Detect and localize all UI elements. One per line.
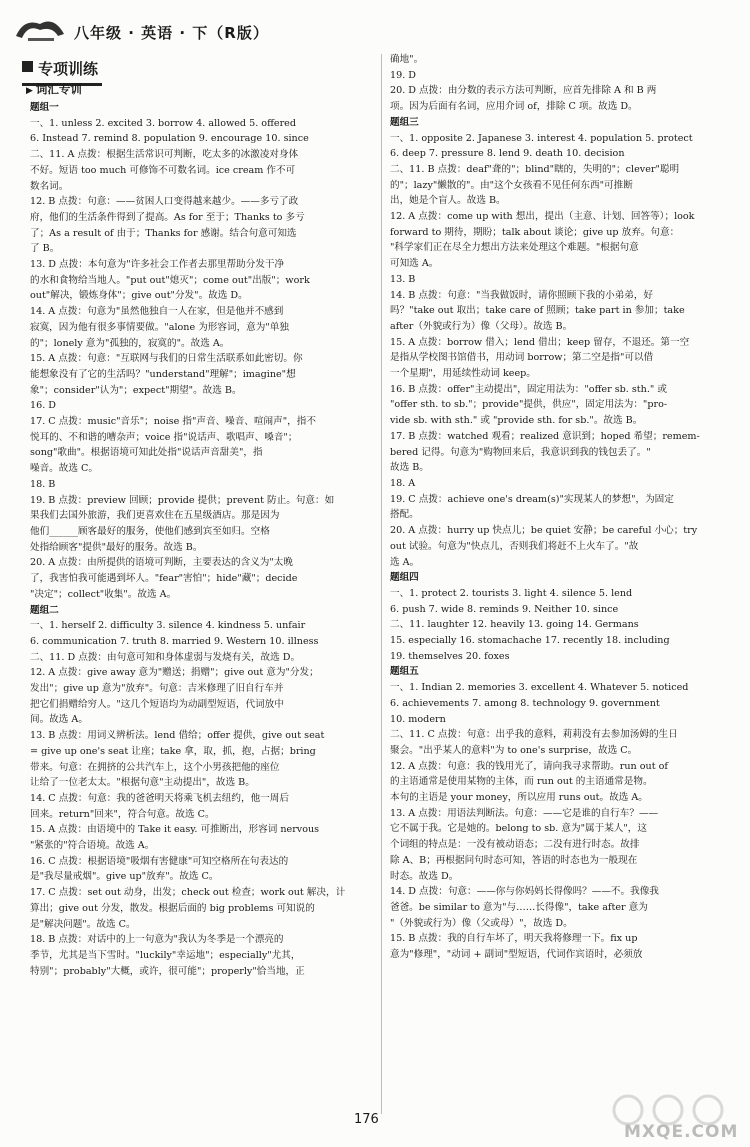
answer-line: 它不属于我。它是她的。belong to sb. 意为"属于某人"，这 xyxy=(390,823,647,835)
answer-line: 12. A 点拨：come up with 想出，提出（主意、计划、回答等）；look xyxy=(390,211,695,223)
answer-line: 19. D xyxy=(390,69,416,81)
answer-line: 20. D 点拨：由分数的表示方法可判断，应首先排除 A 和 B 两 xyxy=(390,85,657,97)
answer-line: "决定"；collect"收集"。故选 A。 xyxy=(30,588,177,600)
answer-line: 19. B 点拨：preview 回顾；provide 提供；prevent 防止。句意：如 xyxy=(30,494,335,506)
answer-line: 噪音。故选 C。 xyxy=(30,463,98,475)
answer-line: "offer sth. to sb."；provide"提供，供应"，固定用法为："pro- xyxy=(390,399,668,411)
answer-line: 一、1. Indian 2. memories 3. excellent 4. Whatever 5. noticed xyxy=(390,682,689,694)
answer-line: 他们______顾客最好的服务，使他们感到宾至如归。空格 xyxy=(30,525,270,537)
answer-line: 聚会。"出乎某人的意料"为 to one's surprise，故选 C。 xyxy=(390,744,638,756)
answer-line: 一、1. opposite 2. Japanese 3. interest 4. population 5. protect xyxy=(390,132,693,144)
group-heading: 题组四 xyxy=(390,572,419,584)
answer-line: 是指从学校图书馆借书，用动词 borrow；第二空是指"可以借 xyxy=(390,352,654,364)
answer-line: 14. C 点拨：句意：我的爸爸明天将乘飞机去纽约，他一周后 xyxy=(30,792,289,804)
answer-line: "紧张的"符合语境。故选 A。 xyxy=(30,840,155,852)
answer-line: 15. A 点拨：由语境中的 Take it easy. 可推断出，形容词 nervous xyxy=(30,824,320,836)
answer-line: 算出；give out 分发，散发。根据后面的 big problems 可知说的 xyxy=(30,902,315,914)
answer-line: 府，他们的生活条件得到了提高。As for 至于；Thanks to 多亏 xyxy=(30,211,305,223)
answer-line: 意为"修理"，"动词 + 副词"型短语，代词作宾语时，必须放 xyxy=(390,949,643,961)
answer-line: 是"解决问题"。故选 C。 xyxy=(30,918,136,930)
answer-line: = give up one's seat 让座；take 拿，取，抓，抱，占据；bring xyxy=(30,745,316,757)
answer-line: 搭配。 xyxy=(390,509,419,521)
answer-line: 吗？"take out 取出；take care of 照顾；take part in 参加；take xyxy=(390,305,685,317)
answer-line: 数名词。 xyxy=(30,180,69,192)
answer-line: 13. A 点拨：用语法判断法。句意：——它是谁的自行车？—— xyxy=(390,807,659,819)
answer-line: 14. B 点拨：句意："当我做饭时，请你照顾下我的小弟弟，好 xyxy=(390,289,654,301)
answer-line: 本句的主语是 your money，所以应用 runs out。故选 A。 xyxy=(390,792,648,804)
answer-line: 18. B xyxy=(30,478,56,490)
answer-line: 19. C 点拨：achieve one's dream(s)"实现某人的梦想"，为固定 xyxy=(390,493,674,505)
group-heading: 题组三 xyxy=(390,116,419,128)
answer-line: 13. D 点拨：本句意为"许多社会工作者去那里帮助分发干净 xyxy=(30,259,285,271)
answer-line: 的水和食物给当地人。"put out"熄灭"；come out"出版"；work xyxy=(30,274,310,286)
answer-line: 能想象没有了它的生活吗？"understand"理解"；imagine"想 xyxy=(30,368,296,380)
answer-line: 20. A 点拨：hurry up 快点儿；be quiet 安静；be careful 小心；try xyxy=(390,525,698,537)
answer-line: 二、11. B 点拨：deaf"聋的"；blind"瞎的，失明的"；clever"聪明 xyxy=(390,163,680,175)
answer-line: 除 A、B；再根据问句时态可知，答语的时态也为一般现在 xyxy=(390,854,638,866)
answer-line: 20. A 点拨：由所提供的语境可判断，主要表达的含义为"太晚 xyxy=(30,557,293,569)
answer-line: 15. especially 16. stomachache 17. recently 18. including xyxy=(390,635,670,647)
answer-line: 二、11. C 点拨：句意：出乎我的意料，莉莉没有去参加汤姆的生日 xyxy=(390,729,678,741)
answer-line: 16. C 点拨：根据语境"吸烟有害健康"可知空格所在句表达的 xyxy=(30,855,289,867)
group-heading: 题组二 xyxy=(30,604,59,616)
answer-line: 出，她是个盲人。故选 B。 xyxy=(390,195,506,207)
answer-line: 个词组的特点是：一没有被动语态；二没有进行时态。故排 xyxy=(390,839,640,851)
book-title: 八年级 · 英语 · 下（R版） xyxy=(74,24,269,42)
answer-line: 处指给顾客"提供"最好的服务。故选 B。 xyxy=(30,541,203,553)
answer-line: 故选 B。 xyxy=(390,462,429,474)
answer-line: 6. deep 7. pressure 8. lend 9. death 10. decision xyxy=(390,148,625,160)
answer-line: 了；As a result of 由于；Thanks for 感谢。结合句意可知选 xyxy=(30,227,297,239)
answer-line: song"歌曲"。根据语境可知此处指"说话声音甜美"，指 xyxy=(30,447,263,459)
answer-line: 13. B 点拨：用词义辨析法。lend 借给；offer 提供，give out seat xyxy=(30,730,325,742)
answer-line: 19. themselves 20. foxes xyxy=(390,650,510,662)
page-header xyxy=(0,0,750,48)
answer-line: 选 A。 xyxy=(390,556,420,568)
answer-line: 二、11. A 点拨：根据生活常识可判断，吃太多的冰激凌对身体 xyxy=(30,149,299,161)
answer-line: 确地"。 xyxy=(390,54,424,65)
answer-line: 一个星期"，用延续性动词 keep。 xyxy=(390,368,536,380)
answer-line: out 试验。句意为"快点儿，否则我们将赶不上火车了。"故 xyxy=(390,540,639,552)
answer-line: 18. A xyxy=(390,477,416,489)
answer-line: 12. A 点拨：句意：我的钱用光了，请向我寻求帮助。run out of xyxy=(390,760,668,772)
answer-line: 10. modern xyxy=(390,713,446,725)
answer-line: 6. achievements 7. among 8. technology 9. government xyxy=(390,697,660,709)
answer-line: 项。因为后面有名词，应用介词 of，排除 C 项。故选 D。 xyxy=(390,101,638,113)
answer-line: 季节，尤其是当下雪时。"luckily"幸运地"；especially"尤其， xyxy=(30,949,301,961)
answer-line: 15. A 点拨：borrow 借入；lend 借出；keep 留存，不退还。第一空 xyxy=(390,336,690,348)
answer-line: bered 记得。句意为"购物回来后，我意识到我的钱包丢了。" xyxy=(390,446,651,458)
section-title: 专项训练 xyxy=(22,56,102,86)
answer-line: 17. B 点拨：watched 观看；realized 意识到；hoped 希望；remem- xyxy=(390,430,700,442)
answer-line: 14. D 点拨：句意：——你与你妈妈长得像吗？——不。我像我 xyxy=(390,886,659,898)
answer-line: 的主语通常是使用某物的主体，而 run out 的主语通常是物。 xyxy=(390,776,653,788)
left-column xyxy=(30,100,374,979)
answer-line: 12. A 点拨：give away 意为"赠送；捐赠"；give out 意为"分发； xyxy=(30,667,319,679)
answer-line: 一、1. herself 2. difficulty 3. silence 4. kindness 5. unfair xyxy=(30,620,306,632)
answer-line: 6. push 7. wide 8. reminds 9. Neither 10. since xyxy=(390,603,619,615)
answer-line: 间。故选 A。 xyxy=(30,714,88,726)
answer-line: forward to 期待，期盼；talk about 谈论；give up 放弃。句意： xyxy=(390,226,680,238)
answer-line: "（外貌或行为）像（父或母）"，故选 D。 xyxy=(390,917,573,929)
answer-line: 16. D xyxy=(30,400,56,412)
group-heading: 题组五 xyxy=(390,666,419,678)
answer-line: 18. B 点拨：对话中的上一句意为"我认为冬季是一个漂亮的 xyxy=(30,934,284,946)
subsection-title xyxy=(26,81,82,97)
answer-line: 6. Instead 7. remind 8. population 9. encourage 10. since xyxy=(30,133,309,145)
answer-line: 16. B 点拨：offer"主动提出"，固定用法为："offer sb. sth." 或 xyxy=(390,383,667,395)
answer-line: 的"；lazy"懒散的"。由"这个女孩看不见任何东西"可推断 xyxy=(390,179,633,191)
answer-line: 17. C 点拨：set out 动身，出发；check out 检查；work out 解决，计 xyxy=(30,887,346,899)
subsection-label: 词汇专训 xyxy=(35,82,82,96)
watermark-text: MXQE.COM xyxy=(624,1122,739,1142)
answer-line: 二、11. laughter 12. heavily 13. going 14. Germans xyxy=(390,619,639,631)
answer-line: 悦耳的、不和谐的嘈杂声；voice 指"说话声、歌唱声、嗓音"； xyxy=(30,431,298,443)
answer-line: 把它们捐赠给穷人。"这几个短语均为动副型短语，代词放中 xyxy=(30,698,284,710)
answer-line: 的"；lonely 意为"孤独的，寂寞的"。故选 A。 xyxy=(30,337,230,349)
answer-line: 让给了一位老太太。"根据句意"主动提出"，故选 B。 xyxy=(30,777,255,789)
answer-line: 了 B。 xyxy=(30,243,60,255)
answer-line: 是"我尽量戒烟"。give up"放弃"。故选 C。 xyxy=(30,871,219,883)
answer-line: after（外貌或行为）像（父母）。故选 B。 xyxy=(390,320,573,332)
answer-line: 果我们去国外旅游，我们更喜欢住在五星级酒店。那是因为 xyxy=(30,510,280,522)
answer-line: 15. B 点拨：我的自行车坏了，明天我将修理一下。fix up xyxy=(390,933,638,945)
answer-line: 时态。故选 D。 xyxy=(390,870,459,882)
answer-line: 14. A 点拨：句意为"虽然他独自一人在家，但是他并不感到 xyxy=(30,306,284,318)
book-logo-icon xyxy=(14,14,66,42)
answer-line: 寂寞，因为他有很多事情要做。"alone 为形容词，意为"单独 xyxy=(30,321,289,333)
answer-line: vide sb. with sth." 或 "provide sth. for sb."。故选 B。 xyxy=(390,415,643,427)
answer-line: 15. A 点拨：句意："互联网与我们的日常生活联系如此密切。你 xyxy=(30,353,303,365)
answer-line: 发出"；give up 意为"放弃"。句意：吉米修理了旧自行车并 xyxy=(30,683,284,695)
answer-line: 爸爸。be similar to 意为"与……长得像"，take after 意为 xyxy=(390,901,648,913)
answer-line: 象"；consider"认为"；expect"期望"。故选 B。 xyxy=(30,384,242,396)
answer-line: 带来。句意：在拥挤的公共汽车上，这个小男孩把他的座位 xyxy=(30,761,280,773)
triangle-arrow-icon: ▶ xyxy=(26,86,33,96)
answer-line: 13. B xyxy=(390,273,416,285)
page-number: 176 xyxy=(354,1112,379,1127)
answer-line: 可知选 A。 xyxy=(390,258,439,270)
answer-line: 了，我害怕我可能遇到坏人。"fear"害怕"；hide"藏"；decide xyxy=(30,573,298,585)
answer-line: 17. C 点拨：music"音乐"；noise 指"声音、噪音、喧闹声"，指不 xyxy=(30,416,316,428)
column-divider xyxy=(381,54,382,1114)
group-heading: 题组一 xyxy=(30,102,59,113)
answer-line: 6. communication 7. truth 8. married 9. Western 10. illness xyxy=(30,635,319,647)
answer-line: 特别"；probably"大概，或许，很可能"；properly"恰当地，正 xyxy=(30,965,305,977)
answer-line: 二、11. D 点拨：由句意可知和身体虚弱与发烧有关，故选 D。 xyxy=(30,651,301,663)
answer-line: 不好。短语 too much 可修饰不可数名词。ice cream 作不可 xyxy=(30,164,296,176)
answer-line: 一、1. protect 2. tourists 3. light 4. silence 5. lend xyxy=(390,587,633,599)
answer-line: 12. B 点拨：句意：——贫困人口变得越来越少。——多亏了政 xyxy=(30,196,299,208)
right-column xyxy=(390,52,730,963)
answer-line: out"解决，锻炼身体"；give out"分发"。故选 D。 xyxy=(30,290,248,302)
answer-line: "科学家们正在尽全力想出方法来处理这个难题。"根据句意 xyxy=(390,242,639,254)
answer-line: 一、1. unless 2. excited 3. borrow 4. allowed 5. offered xyxy=(30,117,296,129)
answer-line: 回来。return"回来"，符合句意。故选 C。 xyxy=(30,808,215,820)
